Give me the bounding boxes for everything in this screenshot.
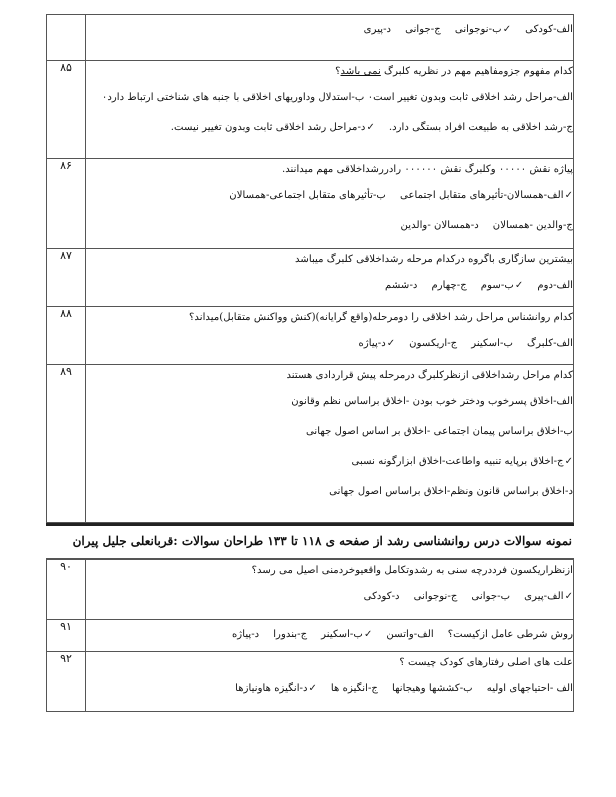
answer-option: ج-چهارم: [431, 280, 467, 291]
answer-option: روش شرطی عامل ازکیست؟: [447, 629, 573, 640]
answer-option: ب-سوم: [480, 280, 514, 291]
question-row: [47, 159, 574, 249]
answer-option: ج-بندورا: [273, 629, 308, 640]
answer-option: الف-کودکی: [525, 24, 573, 35]
question-row: [47, 652, 574, 712]
answer-option: د-پیری: [363, 24, 392, 35]
answer-line: [86, 113, 573, 143]
answer-option: ب-اسکینر: [471, 338, 514, 349]
question-row: [47, 620, 574, 652]
check-mark-icon: ✓: [308, 683, 317, 694]
question-title: علت های اصلی رفتارهای کودک چیست ؟: [399, 657, 573, 668]
question-title: ازنظراریکسون فرددرچه سنی به رشدوتکامل واقعیوخردمنی اصیل می رسد؟: [251, 565, 573, 576]
answer-option: د-مراحل رشد اخلاقی ثابت وبدون تغییر نیست.: [170, 122, 366, 133]
question-body: [86, 560, 574, 620]
answer-option: د-ششم: [385, 280, 418, 291]
answer-option: الف-اخلاق پسرخوب ودختر خوب بودن -اخلاق براساس نظم وقانون: [291, 396, 573, 407]
answer-option: ب-کششها وهیجانها: [391, 683, 473, 694]
answer-option: ب-اسکینر: [321, 629, 363, 640]
answer-option: ج-رشد اخلاقی به طبیعت افراد بستگی دارد.: [388, 122, 573, 133]
check-mark-icon: ✓: [363, 629, 373, 640]
question-row: [47, 560, 574, 620]
answer-option: د-اخلاق براساس قانون ونظم-اخلاق براساس اصول جهانی: [329, 486, 573, 497]
answer-option: د-همسالان -والدین: [400, 220, 479, 231]
question-body: [86, 249, 574, 307]
answer-option: ج-والدین -همسالان: [492, 220, 573, 231]
answer-line: [86, 15, 573, 45]
answer-option: ج-جوانی: [405, 24, 441, 35]
question-body: [86, 15, 574, 61]
question-body: [86, 620, 574, 652]
check-mark-icon: ✓: [386, 338, 396, 349]
answer-option: د-کودکی: [363, 591, 400, 602]
check-mark-icon: ✓: [564, 456, 573, 467]
questions-table-bottom: [46, 559, 574, 712]
check-mark-icon: ✓: [514, 280, 524, 291]
question-row: [47, 61, 574, 159]
question-body: [86, 307, 574, 365]
question-title: کدام روانشناس مراحل رشد اخلاقی را دومرحله(واقع گرایانه)(کنش وواکنش متقابل)میداند؟: [188, 312, 573, 323]
answer-option: الف-دوم: [537, 280, 573, 291]
answer-option: ب-نوجوانی: [454, 24, 502, 35]
questions-table-top: [46, 14, 574, 523]
question-body: [86, 652, 574, 712]
answer-option: الف -احتیاجهای اولیه: [486, 683, 573, 694]
check-mark-icon: ✓: [564, 190, 573, 201]
question-title: پیاژه نقش ۰۰۰۰۰ وکلبرگ نقش ۰۰۰۰۰۰ رادررشداخلاقی مهم میدانند.: [281, 164, 573, 175]
question-number: ۸۷: [47, 249, 86, 307]
answer-option: ج-اخلاق برپایه تنبیه واطاعت-اخلاق ابزارگونه نسبی: [351, 456, 564, 467]
answer-option: ب-اخلاق براساس پیمان اجتماعی -اخلاق بر اساس اصول جهانی: [305, 426, 573, 437]
answer-line: [86, 417, 573, 447]
question-title: کدام مفهوم جزومفاهیم مهم در نظریه کلبرگ نمی باشد؟: [335, 66, 573, 77]
answer-line: [86, 447, 573, 477]
answer-option: الف-همسالان-تأثیرهای متقابل اجتماعی: [399, 190, 564, 201]
question-body: [86, 365, 574, 523]
answer-line: [86, 620, 573, 650]
answer-option: ب-جوانی: [471, 591, 511, 602]
question-body: [86, 159, 574, 249]
question-title: بیشترین سازگاری باگروه درکدام مرحله رشداخلاقی کلبرگ میباشد: [294, 254, 573, 265]
answer-line: [86, 477, 573, 507]
check-mark-icon: ✓: [564, 591, 573, 602]
answer-option: ج-انگیزه ها: [330, 683, 378, 694]
question-row: [47, 249, 574, 307]
question-row: [47, 15, 574, 61]
answer-line: [86, 83, 573, 113]
question-title: کدام مراحل رشداخلاقی ازنظرکلبرگ درمرحله پیش قراردادی هستند: [286, 370, 573, 381]
answer-line: [86, 329, 573, 359]
question-number: ۸۸: [47, 307, 86, 365]
answer-option: د-پیاژه: [358, 338, 386, 349]
answer-option: ج-نوجوانی: [413, 591, 458, 602]
answer-line: [86, 674, 573, 704]
answer-line: [86, 271, 573, 301]
answer-option: الف-واتسن: [386, 629, 434, 640]
question-row: [47, 365, 574, 523]
answer-line: [86, 181, 573, 211]
answer-option: د-پیاژه: [231, 629, 260, 640]
check-mark-icon: ✓: [502, 24, 512, 35]
question-number: ۹۲: [47, 652, 86, 712]
question-sheet: [46, 14, 574, 712]
answer-line: [86, 582, 573, 612]
question-number: [47, 15, 86, 61]
check-mark-icon: ✓: [366, 122, 375, 133]
question-number: ۹۰: [47, 560, 86, 620]
answer-option: ج-اریکسون: [409, 338, 458, 349]
question-body: [86, 61, 574, 159]
answer-option: الف-پیری: [524, 591, 564, 602]
question-number: ۹۱: [47, 620, 86, 652]
question-number: ۸۶: [47, 159, 86, 249]
question-row: [47, 307, 574, 365]
question-number: ۸۹: [47, 365, 86, 523]
answer-option: الف-کلبرگ: [527, 338, 573, 349]
question-number: ۸۵: [47, 61, 86, 159]
answer-option: الف-مراحل رشد اخلاقی ثابت وبدون تغییر است٠ ب-استدلال وداوریهای اخلاقی با جنبه های شناختی ارتباط دارد٠: [101, 92, 573, 103]
answer-line: [86, 211, 573, 241]
answer-line: [86, 387, 573, 417]
answer-option: ب-تأثیرهای متقابل اجتماعی-همسالان: [229, 190, 386, 201]
section-header: نمونه سوالات درس روانشناسی رشد از صفحه ی ۱۱۸ تا ۱۳۳ طراحان سوالات :قربانعلی جلیل پیران: [46, 523, 574, 559]
answer-option: د-انگیزه هاونیازها: [235, 683, 308, 694]
